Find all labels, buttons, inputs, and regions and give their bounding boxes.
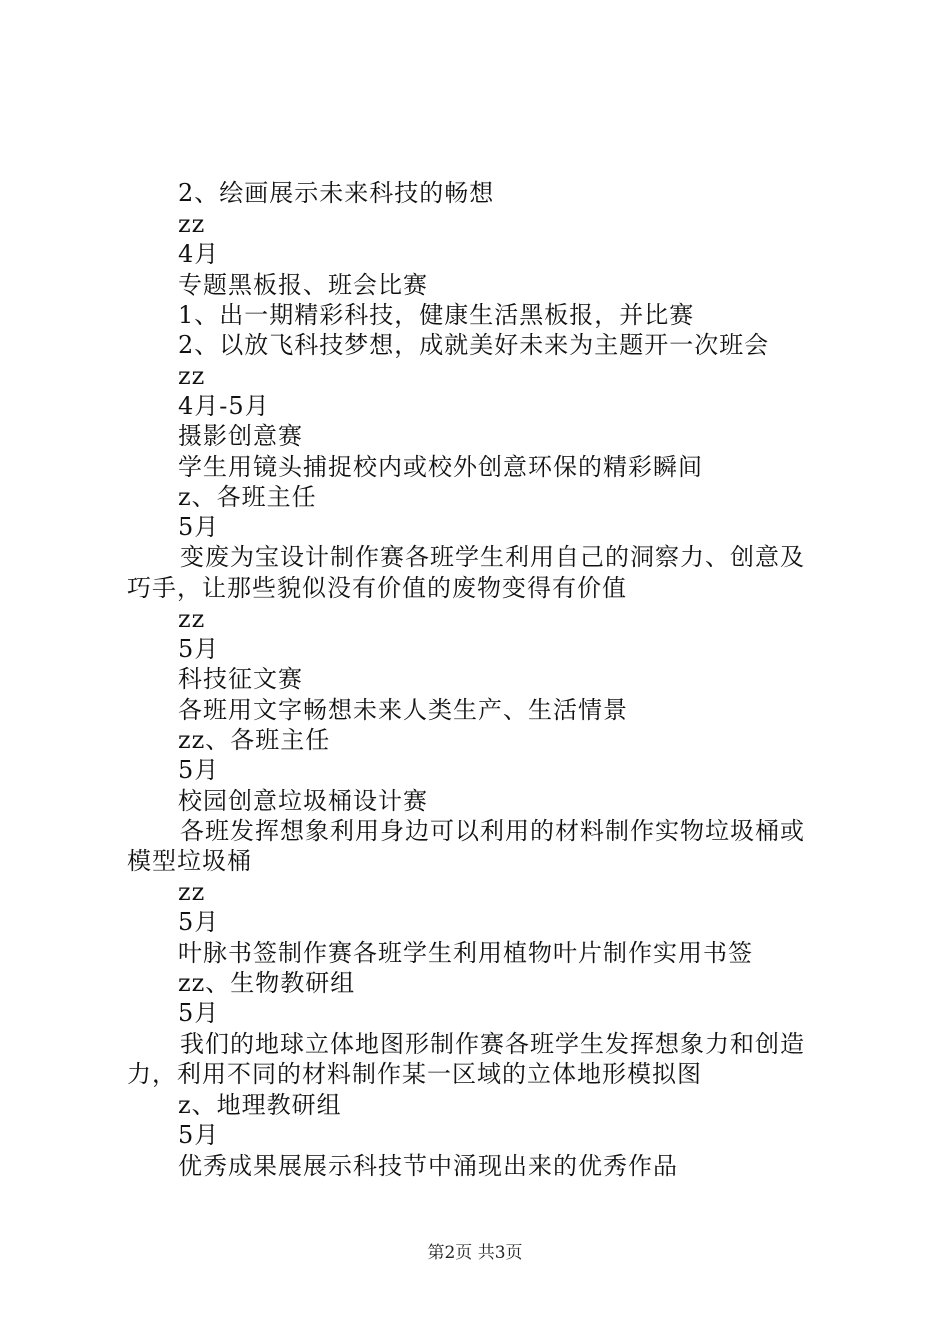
text-line: 巧手，让那些貌似没有价值的废物变得有价值 (127, 574, 627, 602)
text-line: zz (178, 878, 206, 906)
text-line: 叶脉书签制作赛各班学生利用植物叶片制作实用书签 (178, 939, 753, 967)
text-line: z、各班主任 (178, 483, 317, 511)
text-line: 校园创意垃圾桶设计赛 (178, 787, 428, 815)
text-line: 2、绘画展示未来科技的畅想 (178, 179, 495, 207)
page-footer: 第2页 共3页 (427, 1243, 523, 1263)
text-line: 力，利用不同的材料制作某一区域的立体地形模拟图 (127, 1060, 702, 1088)
text-line: 5月 (178, 756, 220, 784)
text-line: 优秀成果展展示科技节中涌现出来的优秀作品 (178, 1152, 678, 1180)
text-line: 4月-5月 (178, 392, 270, 420)
text-line: 4月 (178, 240, 220, 268)
text-line: 5月 (178, 908, 220, 936)
text-line: 专题黑板报、班会比赛 (178, 271, 428, 299)
text-line: 我们的地球立体地图形制作赛各班学生发挥想象力和创造 (180, 1030, 805, 1058)
text-line: zz (178, 362, 206, 390)
text-line: 各班发挥想象利用身边可以利用的材料制作实物垃圾桶或 (180, 817, 805, 845)
text-line: 学生用镜头捕捉校内或校外创意环保的精彩瞬间 (178, 453, 703, 481)
text-line: 5月 (178, 999, 220, 1027)
text-line: zz (178, 605, 206, 633)
text-line: 5月 (178, 635, 220, 663)
text-line: zz、各班主任 (178, 726, 331, 754)
text-line: 摄影创意赛 (178, 422, 303, 450)
text-line: 2、以放飞科技梦想，成就美好未来为主题开一次班会 (178, 331, 770, 359)
text-line: 模型垃圾桶 (127, 847, 252, 875)
text-line: 1、出一期精彩科技，健康生活黑板报，并比赛 (178, 301, 695, 329)
text-line: 5月 (178, 1121, 220, 1149)
text-line: z、地理教研组 (178, 1091, 342, 1119)
text-line: 各班用文字畅想未来人类生产、生活情景 (178, 696, 628, 724)
text-line: 变废为宝设计制作赛各班学生利用自己的洞察力、创意及 (180, 543, 805, 571)
text-line: zz (178, 210, 206, 238)
text-line: zz、生物教研组 (178, 969, 356, 997)
text-line: 科技征文赛 (178, 665, 303, 693)
text-line: 5月 (178, 513, 220, 541)
